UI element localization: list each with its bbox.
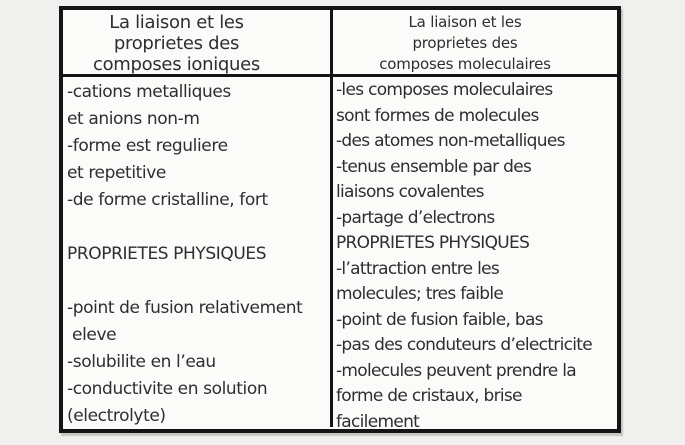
text-line: et anions non-m [67,109,200,129]
column-ionic [63,77,333,427]
text-line: facilement [336,411,420,432]
text-line: et repetitive [67,163,166,183]
text-line: liaisons covalentes [336,182,484,202]
text-line: PROPRIETES PHYSIQUES [336,233,530,253]
text-line: La liaison et les [408,13,522,31]
text-line: -molecules peuvent prendre la [336,360,576,381]
table-header-row [63,10,617,77]
text-line: (electrolyte) [67,406,166,426]
text-line: -les composes moleculaires [336,80,553,100]
text-line: sont formes de molecules [336,105,539,126]
text-line: -conductivite en solution [67,379,268,399]
text-line [67,268,330,295]
table-body-row [63,77,617,432]
header-cell-ionic [63,10,333,74]
text-line: PROPRIETES PHYSIQUES [67,244,267,264]
comparison-table [59,6,621,433]
text-line: composes moleculaires [379,55,551,73]
column-molecular [333,77,617,432]
text-line: composes ioniques [92,54,261,75]
text-line: -pas des conduteurs d’electricite [336,335,593,355]
text-line: proprietes des [113,33,240,54]
text-line: proprietes des [412,34,518,52]
text-line: -des atomes non-metalliques [336,131,565,151]
text-line: molecules; tres faible [336,284,504,304]
text-line: -point de fusion relativement [67,298,303,318]
text-line: -l’attraction entre les [336,258,500,279]
text-line: La liaison et les [109,12,244,33]
text-line [67,214,330,241]
text-line: -forme est reguliere [67,136,228,156]
text-line: -cations metalliques [67,82,231,102]
text-line: -tenus ensemble par des [336,156,532,177]
header-cell-molecular [333,10,617,74]
text-line: eleve [67,325,117,345]
text-line: -de forme cristalline, fort [67,190,268,210]
text-line: forme de cristaux, brise [336,386,522,406]
text-line: -solubilite en l’eau [67,352,216,372]
text-line: -point de fusion faible, bas [336,309,543,330]
text-line: -partage d’electrons [336,207,495,228]
